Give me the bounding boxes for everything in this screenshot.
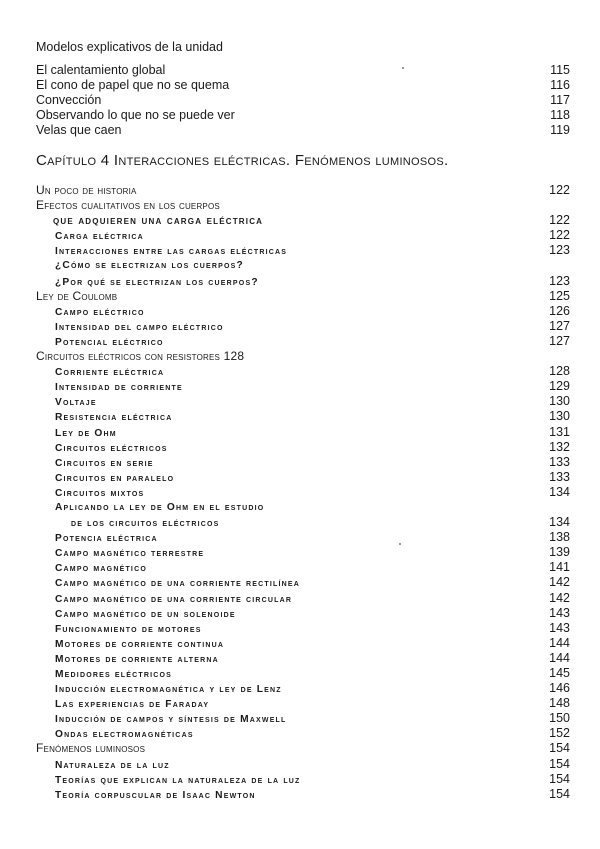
entry-title: Funcionamiento de motores bbox=[55, 623, 202, 635]
entry-title: Un poco de historia bbox=[36, 183, 137, 197]
entry-title: Voltaje bbox=[55, 397, 97, 409]
page-number: 129 bbox=[549, 379, 570, 394]
toc-entry bbox=[36, 515, 570, 530]
toc-entry bbox=[36, 696, 570, 711]
entry-title: ¿Cómo se electrizan los cuerpos? bbox=[55, 260, 244, 272]
page-number: 144 bbox=[549, 635, 570, 650]
toc-entry bbox=[36, 319, 570, 334]
toc-entry bbox=[36, 560, 570, 575]
page-number: 122 bbox=[549, 213, 570, 228]
toc-entry bbox=[36, 108, 570, 123]
entry-title: Circuitos en serie bbox=[55, 457, 154, 469]
toc-entry bbox=[36, 470, 570, 485]
toc-entry bbox=[36, 228, 570, 243]
toc-entry bbox=[36, 606, 570, 621]
entry-title: Aplicando la ley de Ohm en el estudio bbox=[55, 501, 265, 513]
entry-title: Teorías que explican la naturaleza de la luz bbox=[55, 774, 301, 786]
page-number: 123 bbox=[549, 243, 570, 258]
toc-entry bbox=[36, 726, 570, 741]
page-number: 128 bbox=[549, 364, 570, 379]
entry-title: Corriente eléctrica bbox=[55, 367, 165, 379]
toc-entry bbox=[36, 545, 570, 560]
toc-entry bbox=[36, 636, 570, 651]
toc-entry bbox=[36, 63, 570, 78]
page-number: 123 bbox=[549, 273, 570, 288]
entry-title: Motores de corriente alterna bbox=[55, 653, 219, 665]
page-number: 142 bbox=[549, 590, 570, 605]
entry-title: Teoría corpuscular de Isaac Newton bbox=[55, 789, 256, 801]
chapter-title: Capítulo 4 Interacciones eléctricas. Fenómenos luminosos. bbox=[36, 152, 449, 169]
entry-title: Inducción de campos y síntesis de Maxwell bbox=[55, 714, 287, 726]
entry-title: Interacciones entre las cargas eléctricas bbox=[55, 246, 288, 258]
toc-entry bbox=[36, 379, 570, 394]
entry-title: de los circuitos eléctricos bbox=[71, 518, 220, 530]
entry-title: El cono de papel que no se quema bbox=[36, 78, 230, 92]
entry-title: Convección bbox=[36, 93, 102, 107]
toc-entry bbox=[36, 349, 570, 364]
entry-title: Potencia eléctrica bbox=[55, 533, 158, 545]
toc-entry bbox=[36, 591, 570, 606]
section-entries bbox=[36, 63, 570, 138]
page-number: 146 bbox=[549, 681, 570, 696]
page-number: 118 bbox=[550, 108, 570, 122]
page-number: 117 bbox=[550, 93, 570, 107]
page-number: 144 bbox=[549, 650, 570, 665]
section-heading: Modelos explicativos de la unidad bbox=[36, 40, 223, 54]
entry-title: El calentamiento global bbox=[36, 63, 166, 77]
entry-title: Inducción electromagnética y ley de Lenz bbox=[55, 684, 282, 696]
page-number: 116 bbox=[550, 78, 570, 92]
toc-entry bbox=[36, 757, 570, 772]
toc-entry bbox=[36, 93, 570, 108]
page-number: 122 bbox=[549, 228, 570, 243]
page-number: 127 bbox=[549, 318, 570, 333]
entry-title: Las experiencias de Faraday bbox=[55, 699, 210, 711]
entry-title: ¿Por qué se electrizan los cuerpos? bbox=[55, 276, 259, 288]
page-number: 152 bbox=[549, 726, 570, 741]
entry-title: Campo magnético terrestre bbox=[55, 548, 205, 560]
entry-title: que adquieren una carga eléctrica bbox=[53, 215, 264, 228]
toc-entry bbox=[36, 575, 570, 590]
toc-entry bbox=[36, 213, 570, 228]
page-number: 133 bbox=[549, 454, 570, 469]
toc-entry bbox=[36, 289, 570, 304]
entry-title: Campo magnético de una corriente rectilínea bbox=[55, 578, 300, 590]
toc-entry bbox=[36, 394, 570, 409]
toc-entry bbox=[36, 681, 570, 696]
toc-entry bbox=[36, 183, 570, 198]
page-number: 134 bbox=[549, 515, 570, 530]
entry-title: Carga eléctrica bbox=[55, 231, 144, 243]
entry-title: Motores de corriente continua bbox=[55, 638, 225, 650]
entry-title: Medidores eléctricos bbox=[55, 669, 172, 680]
page-number: 139 bbox=[549, 545, 570, 560]
toc-entry bbox=[36, 334, 570, 349]
toc-entry bbox=[36, 123, 570, 138]
entry-title: Efectos cualitativos en los cuerpos bbox=[36, 198, 220, 213]
entry-title: Intensidad del campo eléctrico bbox=[55, 321, 224, 333]
page-number: 154 bbox=[549, 786, 570, 801]
page-number: 150 bbox=[549, 711, 570, 726]
entry-title: Circuitos eléctricos con resistores 128 bbox=[36, 349, 245, 364]
entry-title: Circuitos mixtos bbox=[55, 487, 145, 499]
entry-title: Circuitos en paralelo bbox=[55, 472, 175, 484]
page-number: 143 bbox=[549, 620, 570, 635]
entry-title: Ley de Coulomb bbox=[36, 288, 118, 303]
entry-title: Fenómenos luminosos bbox=[36, 741, 146, 756]
entry-title: Campo magnético bbox=[55, 563, 147, 575]
entry-title: Ondas electromagnéticas bbox=[55, 729, 194, 741]
entry-title: Campo eléctrico bbox=[55, 306, 145, 318]
page-number: 154 bbox=[549, 756, 570, 771]
toc-entry bbox=[36, 711, 570, 726]
toc-entry bbox=[36, 485, 570, 500]
toc-entry bbox=[36, 364, 570, 379]
toc-entry bbox=[36, 274, 570, 289]
entry-title: Velas que caen bbox=[36, 123, 122, 137]
page-number: 154 bbox=[549, 771, 570, 786]
page-number: 122 bbox=[549, 183, 570, 197]
page-number: 119 bbox=[550, 123, 570, 137]
toc-entry bbox=[36, 666, 570, 681]
toc-entry bbox=[36, 198, 570, 213]
toc-entry bbox=[36, 500, 570, 515]
toc-entry bbox=[36, 530, 570, 545]
page-number: 138 bbox=[549, 530, 570, 545]
toc-entry bbox=[36, 455, 570, 470]
page-number: 134 bbox=[549, 484, 570, 499]
entry-title: Observando lo que no se puede ver bbox=[36, 108, 235, 122]
page-number: 145 bbox=[549, 666, 570, 680]
page-number: 126 bbox=[549, 303, 570, 318]
toc-entry bbox=[36, 772, 570, 787]
page-number: 143 bbox=[549, 605, 570, 620]
entry-title: Potencial eléctrico bbox=[55, 336, 164, 348]
entry-title: Circuitos eléctricos bbox=[55, 442, 168, 454]
page-number: 132 bbox=[549, 439, 570, 454]
page-number: 125 bbox=[549, 288, 570, 303]
page-number: 115 bbox=[550, 63, 570, 77]
page-number: 148 bbox=[549, 696, 570, 711]
toc-entry bbox=[36, 78, 570, 93]
page-number: 154 bbox=[549, 741, 570, 756]
entry-title: Ley de Ohm bbox=[55, 427, 117, 439]
entry-title: Campo magnético de un solenoide bbox=[55, 608, 236, 620]
toc-entry bbox=[36, 741, 570, 756]
page-number: 130 bbox=[549, 394, 570, 409]
page-number: 127 bbox=[549, 333, 570, 348]
toc-entry bbox=[36, 621, 570, 636]
entry-title: Campo magnético de una corriente circular bbox=[55, 593, 293, 605]
page-number: 133 bbox=[549, 469, 570, 484]
toc-entry bbox=[36, 440, 570, 455]
toc-entry bbox=[36, 787, 570, 802]
toc-entry bbox=[36, 243, 570, 258]
toc-entry bbox=[36, 304, 570, 319]
entry-title: Intensidad de corriente bbox=[55, 382, 183, 394]
chapter-toc bbox=[36, 183, 570, 802]
toc-entry bbox=[36, 258, 570, 273]
page-number: 130 bbox=[549, 409, 570, 424]
toc-entry bbox=[36, 425, 570, 440]
toc-entry bbox=[36, 409, 570, 424]
scan-speck bbox=[402, 67, 404, 69]
scan-speck bbox=[399, 543, 401, 545]
entry-title: Resistencia eléctrica bbox=[55, 412, 173, 424]
page-number: 142 bbox=[549, 575, 570, 590]
page-number: 131 bbox=[549, 424, 570, 439]
entry-title: Naturaleza de la luz bbox=[55, 759, 170, 771]
page-number: 141 bbox=[549, 560, 570, 575]
toc-entry bbox=[36, 651, 570, 666]
